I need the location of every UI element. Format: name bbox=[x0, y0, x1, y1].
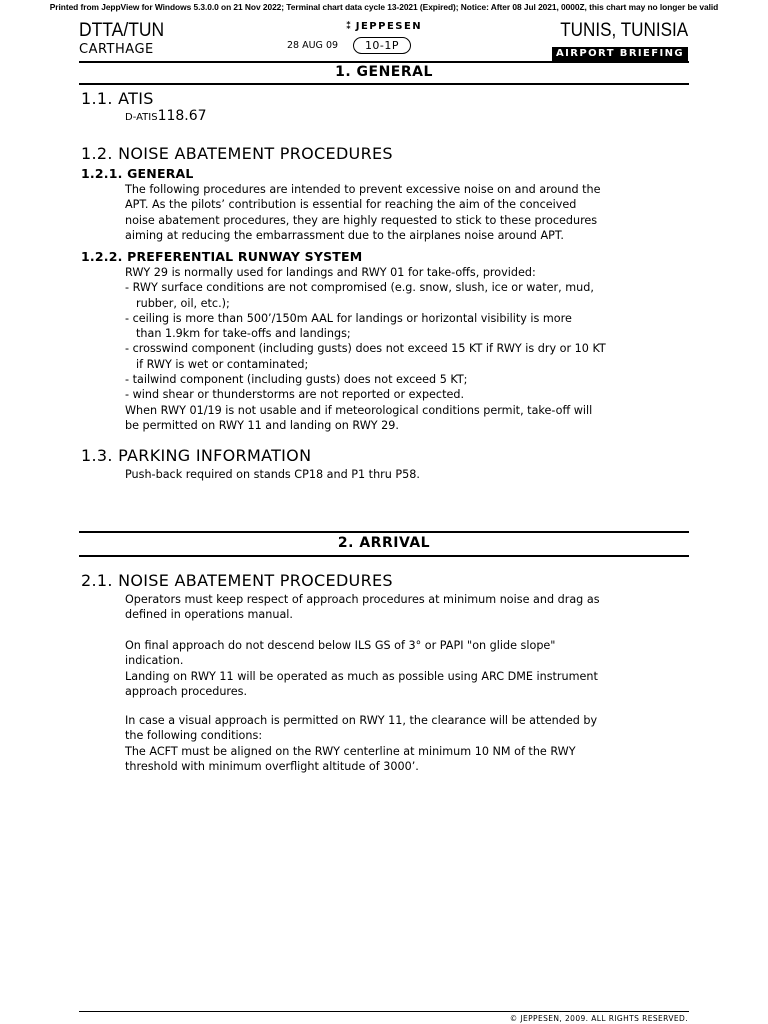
parking-text: Push-back required on stands CP18 and P1 thru P58. bbox=[125, 468, 420, 481]
copyright-notice: © JEPPESEN, 2009. ALL RIGHTS RESERVED. bbox=[509, 1014, 688, 1023]
arrival-glide-slope-text bbox=[125, 638, 598, 699]
text-line: APT. As the pilots’ contribution is essential for reaching the aim of the conceived bbox=[125, 198, 577, 212]
jeppesen-logo bbox=[346, 21, 422, 32]
text-line: In case a visual approach is permitted on RWY 11, the clearance will be attended by bbox=[125, 714, 598, 727]
atis-heading: 1.1. ATIS bbox=[81, 89, 154, 108]
text-line: be permitted on RWY 11 and landing on RWY 29. bbox=[125, 418, 399, 432]
section2-top-rule bbox=[79, 531, 689, 533]
list-item: - wind shear or thunderstorms are not reported or expected. bbox=[125, 388, 465, 402]
text-line: Landing on RWY 11 will be operated as much as possible using ARC DME instrument bbox=[125, 669, 598, 683]
text-line: the following conditions: bbox=[125, 729, 263, 743]
parking-heading: 1.3. PARKING INFORMATION bbox=[81, 446, 312, 465]
chart-number-badge: 10-1P bbox=[353, 37, 411, 54]
list-item-continuation: if RWY is wet or contaminated; bbox=[136, 357, 309, 371]
airport-city-name: CARTHAGE bbox=[79, 42, 154, 57]
preferential-runway-heading: 1.2.2. PREFERENTIAL RUNWAY SYSTEM bbox=[81, 249, 363, 264]
list-item: - tailwind component (including gusts) does not exceed 5 KT; bbox=[125, 373, 468, 387]
text-line: The following procedures are intended to prevent excessive noise on and around the bbox=[125, 183, 601, 196]
location-title: TUNIS, TUNISIA bbox=[560, 20, 688, 41]
text-line: indication. bbox=[125, 654, 184, 668]
logo-text: JEPPESEN bbox=[355, 21, 423, 32]
section1-title: 1. GENERAL bbox=[335, 64, 433, 80]
text-line: threshold with minimum overflight altitude of 3000’. bbox=[125, 759, 419, 773]
text-line: noise abatement procedures, they are highly requested to stick to these procedures bbox=[125, 213, 598, 227]
arrival-visual-approach-text bbox=[125, 713, 597, 774]
jeppesen-mark-icon: ⁑ bbox=[346, 21, 353, 32]
atis-frequency: 118.67 bbox=[157, 108, 207, 124]
preferential-runway-text bbox=[125, 265, 606, 433]
text-line: When RWY 01/19 is not usable and if meteorological conditions permit, take-off will bbox=[125, 403, 593, 417]
arrival-noise-text bbox=[125, 592, 600, 623]
chart-type-badge: AIRPORT BRIEFING bbox=[552, 47, 688, 61]
arrival-noise-heading: 2.1. NOISE ABATEMENT PROCEDURES bbox=[81, 571, 393, 590]
noise-general-text bbox=[125, 182, 601, 243]
atis-label: D-ATIS bbox=[125, 112, 158, 123]
text-line: aiming at reducing the embarrassment due to the airplanes noise around APT. bbox=[125, 228, 564, 242]
text-line: approach procedures. bbox=[125, 684, 248, 698]
section2-title: 2. ARRIVAL bbox=[337, 535, 431, 551]
section2-bottom-rule bbox=[79, 555, 689, 557]
chart-date: 28 AUG 09 bbox=[287, 40, 339, 51]
footer-rule bbox=[79, 1011, 689, 1012]
noise-abatement-heading: 1.2. NOISE ABATEMENT PROCEDURES bbox=[81, 144, 393, 163]
text-line: The ACFT must be aligned on the RWY centerline at minimum 10 NM of the RWY bbox=[125, 744, 576, 758]
text-line: On final approach do not descend below ILS GS of 3° or PAPI "on glide slope" bbox=[125, 639, 556, 652]
noise-general-heading: 1.2.1. GENERAL bbox=[81, 166, 194, 181]
list-item: - ceiling is more than 500’/150m AAL for landings or horizontal visibility is more bbox=[125, 311, 572, 325]
list-item: - RWY surface conditions are not compromised (e.g. snow, slush, ice or water, mud, bbox=[125, 281, 594, 295]
list-item-continuation: than 1.9km for take-offs and landings; bbox=[136, 327, 351, 341]
airport-icao-code: DTTA/TUN bbox=[79, 20, 165, 41]
header-right bbox=[546, 21, 688, 61]
print-notice-banner: Printed from JeppView for Windows 5.3.0.0 on 21 Nov 2022; Terminal chart data cycle 13-2021 (Expired); Notice: After 08 Jul 2021, 0000Z, this chart may no longer be valid bbox=[49, 2, 719, 12]
text-line: Operators must keep respect of approach procedures at minimum noise and drag as bbox=[125, 593, 600, 606]
list-item-continuation: rubber, oil, etc.); bbox=[136, 296, 230, 310]
list-item: - crosswind component (including gusts) does not exceed 15 KT if RWY is dry or 10 KT bbox=[125, 342, 606, 356]
text-line: RWY 29 is normally used for landings and RWY 01 for take-offs, provided: bbox=[125, 266, 536, 279]
header-left bbox=[79, 21, 172, 58]
section1-bottom-rule bbox=[79, 83, 689, 85]
atis-line bbox=[125, 109, 207, 125]
text-line: defined in operations manual. bbox=[125, 608, 293, 622]
section1-top-rule bbox=[79, 61, 689, 63]
